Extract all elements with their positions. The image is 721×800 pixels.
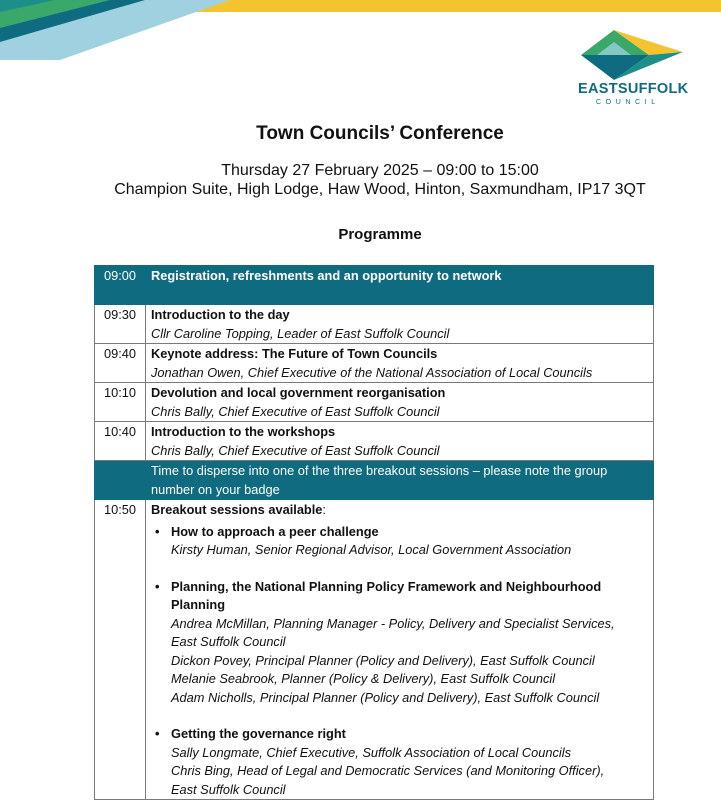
list-item <box>151 725 648 799</box>
session-cell <box>146 422 654 461</box>
logo-name-suffolk: SUFFOLK <box>617 81 689 97</box>
table-row <box>95 461 654 500</box>
speaker: Jonathan Owen, Chief Executive of the National Association of Local Councils <box>151 364 593 380</box>
breakout-title-suffix: : <box>322 502 326 517</box>
session-title: Devolution and local government reorganisation <box>151 385 446 400</box>
dispersal-note: Time to disperse into one of the three breakout sessions – please note the group number on your badge <box>146 461 654 500</box>
event-date-time: Thursday 27 February 2025 – 09:00 to 15:00 <box>221 162 539 179</box>
session-title: Introduction to the workshops <box>151 424 336 439</box>
table-row <box>95 500 654 800</box>
speaker: Adam Nicholls, Principal Planner (Policy and Delivery), East Suffolk Council <box>171 689 600 705</box>
page-title: Town Councils’ Conference <box>256 123 504 144</box>
session-cell <box>146 383 654 422</box>
table-row <box>95 266 654 305</box>
breakout-cell <box>146 500 654 800</box>
time-cell: 09:30 <box>95 305 146 344</box>
east-suffolk-logo <box>578 30 689 106</box>
logo-subtitle: COUNCIL <box>596 99 660 106</box>
list-item <box>151 523 648 560</box>
speaker-continued: East Suffolk Council <box>171 781 286 797</box>
list-item <box>151 578 648 708</box>
session-title: Registration, refreshments and an opportunity to network <box>146 266 654 305</box>
speaker: Chris Bally, Chief Executive of East Suffolk Council <box>151 403 440 419</box>
speaker: Andrea McMillan, Planning Manager - Policy, Delivery and Specialist Services, <box>171 615 615 631</box>
session-title: Keynote address: The Future of Town Councils <box>151 346 438 361</box>
section-heading: Programme <box>338 226 422 243</box>
table-row <box>95 344 654 383</box>
programme-table <box>94 265 654 800</box>
breakout-session-title: • Getting the governance right <box>171 726 346 741</box>
breakout-session-title: • Planning, the National Planning Policy Framework and Neighbourhood Planning <box>171 578 602 612</box>
table-row <box>95 422 654 461</box>
session-cell <box>146 344 654 383</box>
speaker: Kirsty Human, Senior Regional Advisor, Local Government Association <box>171 542 572 557</box>
breakout-title: Breakout sessions available <box>151 502 323 517</box>
speaker: Melanie Seabrook, Planner (Policy & Delivery), East Suffolk Council <box>171 671 556 686</box>
time-cell: 10:40 <box>95 422 146 461</box>
speaker-continued: East Suffolk Council <box>171 634 286 649</box>
breakout-heading <box>151 501 648 520</box>
table-row <box>95 305 654 344</box>
speaker: Chris Bing, Head of Legal and Democratic Services (and Monitoring Officer), <box>171 763 605 778</box>
speaker: Chris Bally, Chief Executive of East Suffolk Council <box>151 442 440 458</box>
event-venue: Champion Suite, High Lodge, Haw Wood, Hinton, Saxmundham, IP17 3QT <box>114 181 646 198</box>
time-cell: 09:00 <box>95 266 146 305</box>
time-cell: 09:40 <box>95 344 146 383</box>
speaker: Sally Longmate, Chief Executive, Suffolk Association of Local Councils <box>171 744 571 760</box>
session-cell <box>146 305 654 344</box>
logo-name <box>578 81 689 97</box>
breakout-list <box>151 523 648 800</box>
session-title: Introduction to the day <box>151 307 290 322</box>
time-cell: 10:10 <box>95 383 146 422</box>
logo-name-east: EAST <box>578 81 618 97</box>
logo-mark-icon <box>579 30 683 80</box>
time-cell: 10:50 <box>95 500 146 800</box>
breakout-session-title: • How to approach a peer challenge <box>171 523 379 539</box>
speaker: Cllr Caroline Topping, Leader of East Suffolk Council <box>151 325 450 341</box>
table-row <box>95 383 654 422</box>
time-cell-empty <box>95 461 146 500</box>
speaker: Dickon Povey, Principal Planner (Policy and Delivery), East Suffolk Council <box>171 652 595 668</box>
